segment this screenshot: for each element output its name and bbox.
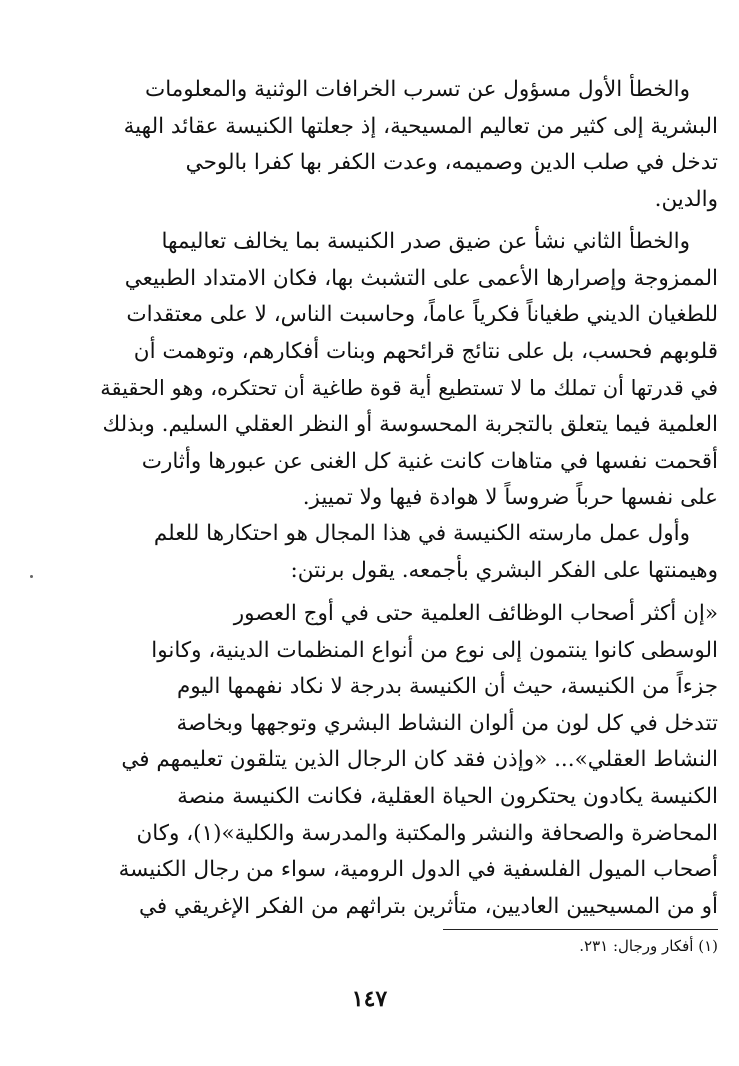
text-line: جزءاً من الكنيسة، حيث أن الكنيسة بدرجة لا نكاد نفهمها اليوم	[176, 674, 718, 700]
text-line: الكنيسة يكادون يحتكرون الحياة العقلية، فكانت الكنيسة منصة	[177, 783, 718, 809]
scan-speck	[30, 575, 33, 578]
text-line: والدين.	[654, 186, 718, 212]
text-line: النشاط العقلي»... «وإذن فقد كان الرجال الذين يتلقون تعليمهم في	[121, 747, 718, 773]
text-line: وهيمنتها على الفكر البشري بأجمعه. يقول برنتن:	[290, 557, 718, 583]
text-line: على نفسها حرباً ضروساً لا هوادة فيها ولا تمييز.	[302, 485, 718, 511]
text-line: تتدخل في كل لون من ألوان النشاط البشري وتوجهها وبخاصة	[176, 710, 718, 736]
text-line: تدخل في صلب الدين وصميمه، وعدت الكفر بها كفرا بالوحي	[185, 150, 718, 176]
text-line: والخطأ الثاني نشأ عن ضيق صدر الكنيسة بما يخالف تعاليمها	[161, 229, 690, 254]
text-line: أقحمت نفسها في متاهات كانت غنية كل الغنى عن عبورها وأثارت	[141, 448, 718, 474]
text-line: في قدرتها أن تملك ما لا تستطيع أية قوة طاغية أن تحتكره، وهو الحقيقة	[100, 376, 718, 401]
paragraph-3	[100, 516, 718, 589]
text-line: المحاضرة والصحافة والنشر والمكتبة والمدرسة والكلية»(١)، وكان	[136, 820, 718, 846]
text-line: والخطأ الأول مسؤول عن تسرب الخرافات الوثنية والمعلومات	[145, 77, 690, 102]
text-line: البشرية إلى كثير من تعاليم المسيحية، إذ جعلتها الكنيسة عقائد الهية	[123, 113, 718, 139]
footnote-divider	[443, 929, 718, 930]
text-line: الوسطى كانوا ينتمون إلى نوع من أنواع المنظمات الدينية، وكانوا	[151, 637, 718, 663]
text-line: الممزوجة وإصرارها الأعمى على التشبث بها، فكان الامتداد الطبيعي	[124, 265, 718, 291]
text-line: أصحاب الميول الفلسفية في الدول الرومية، سواء من رجال الكنيسة	[118, 857, 718, 883]
text-line: للطغيان الديني طغياناً فكرياً عاماً، وحاسبت الناس، لا على معتقدات	[126, 302, 718, 328]
paragraph-2	[100, 224, 718, 517]
page-number: ١٤٧	[351, 986, 388, 1012]
text-line: «إن أكثر أصحاب الوظائف العلمية حتى في أوج العصور	[233, 601, 718, 626]
text-line: قلوبهم فحسب، بل على نتائج قرائحهم وبنات أفكارهم، وتوهمت أن	[133, 338, 718, 364]
text-line: وأول عمل مارسته الكنيسة في هذا المجال هو احتكارها للعلم	[153, 521, 690, 546]
footnote: (١) أفكار ورجال: ٢٣١.	[579, 937, 718, 955]
text-line: أو من المسيحيين العاديين، متأثرين بتراثهم من الفكر الإغريقي في	[139, 893, 718, 919]
text-line: العلمية فيما يتعلق بالتجربة المحسوسة أو النظر العقلي السليم. وبذلك	[102, 411, 718, 437]
quotation-paragraph	[100, 596, 718, 925]
paragraph-1	[100, 72, 718, 218]
